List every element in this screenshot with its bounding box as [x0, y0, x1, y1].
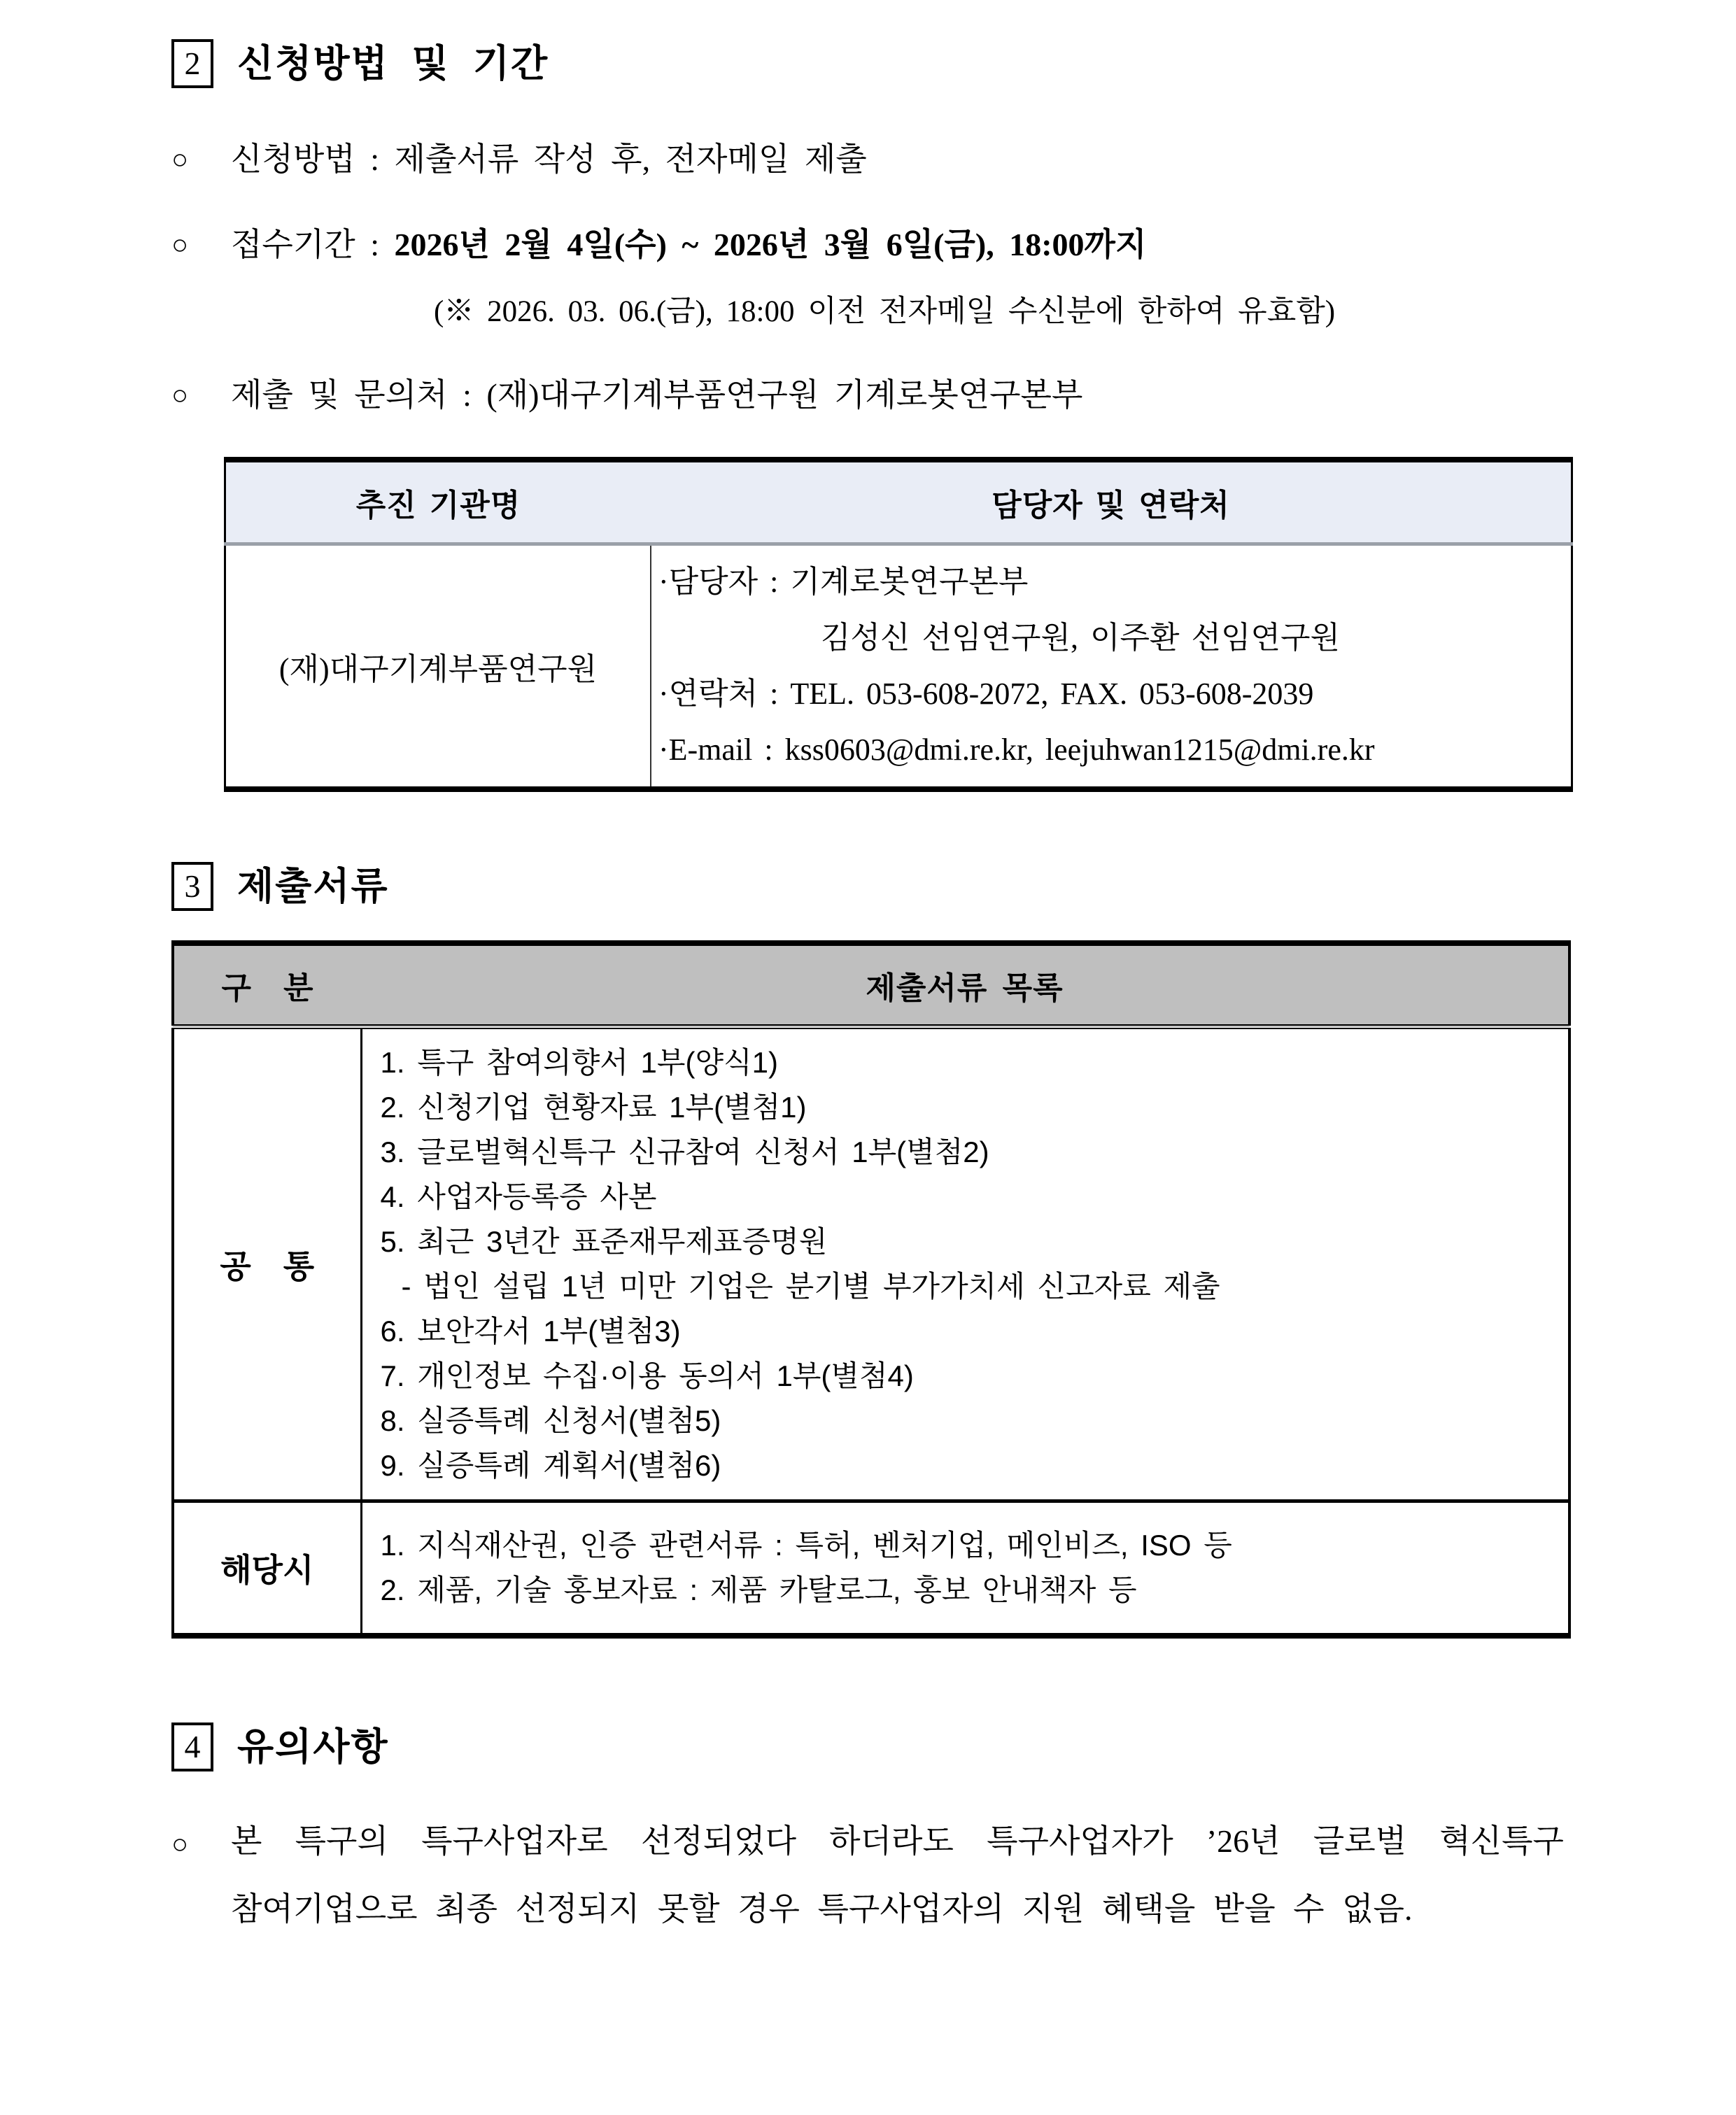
apply-period-label: 접수기간 :	[231, 226, 395, 262]
boxed-number-3-icon: 3	[171, 862, 213, 911]
docs-table-conditional-row	[173, 1501, 1569, 1636]
list-item: 1. 특구 참여의향서 1부(양식1)	[380, 1046, 778, 1080]
bullet-apply-period	[171, 224, 1579, 266]
notice-paragraph	[171, 1808, 1579, 1943]
apply-period-text	[231, 224, 1579, 266]
circle-bullet-icon: ○	[171, 1828, 189, 1860]
contact-details-cell	[651, 544, 1572, 790]
contact-table-header-org: 추진 기관명	[225, 460, 651, 544]
docs-table	[171, 940, 1571, 1639]
circle-bullet-icon: ○	[171, 228, 189, 260]
boxed-number-2-icon: 2	[171, 39, 213, 88]
submit-contact-text: 제출 및 문의처 : (재)대구기계부품연구원 기계로봇연구본부	[231, 377, 1083, 413]
section-notes-title: 유의사항	[237, 1726, 389, 1769]
docs-table-header-list: 제출서류 목록	[361, 943, 1569, 1027]
section-documents-heading	[171, 862, 1579, 911]
list-item: 2. 신청기업 현황자료 1부(별첨1)	[380, 1091, 807, 1124]
docs-conditional-list	[363, 1504, 1568, 1632]
circle-bullet-icon: ○	[171, 379, 189, 411]
list-subitem: - 법인 설립 1년 미만 기업은 분기별 부가가치세 신고자료 제출	[401, 1270, 1220, 1303]
bullet-submit-contact	[171, 374, 1579, 416]
docs-table-header-row	[173, 943, 1569, 1027]
contact-table-wrap	[224, 457, 1579, 792]
docs-conditional-items-cell	[361, 1501, 1569, 1636]
list-item: 1. 지식재산권, 인증 관련서류 : 특허, 벤처기업, 메인비즈, ISO 등	[380, 1529, 1232, 1562]
page-content	[171, 0, 1579, 1943]
list-item: 6. 보안각서 1부(별첨3)	[380, 1315, 681, 1348]
section-apply-heading	[171, 39, 1579, 88]
docs-common-list	[363, 1030, 1568, 1499]
list-item: 8. 실증특례 신청서(별첨5)	[380, 1404, 721, 1438]
contact-table	[224, 457, 1573, 792]
list-item: 5. 최근 3년간 표준재무제표증명원	[380, 1225, 828, 1259]
contact-table-header-person: 담당자 및 연락처	[651, 460, 1572, 544]
contact-table-header-row	[225, 460, 1572, 544]
boxed-number-4-icon: 4	[171, 1723, 213, 1771]
section-apply-title: 신청방법 및 기간	[237, 42, 549, 85]
notice-text: 본 특구의 특구사업자로 선정되었다 하더라도 특구사업자가 ’26년 글로벌 혁신특구 참여기업으로 최종 선정되지 못할 경우 특구사업자의 지원 혜택을 받을 수 없음.	[231, 1823, 1564, 1927]
docs-table-common-row	[173, 1027, 1569, 1501]
contact-org-cell: (재)대구기계부품연구원	[278, 652, 598, 687]
list-item: 3. 글로벌혁신특구 신규참여 신청서 1부(별첨2)	[380, 1136, 989, 1169]
circle-bullet-icon: ○	[171, 143, 189, 175]
bullet-apply-method	[171, 139, 1579, 181]
section-documents-title: 제출서류	[237, 865, 389, 908]
contact-table-body-row	[225, 544, 1572, 790]
apply-period-note: (※ 2026. 03. 06.(금), 18:00 이전 전자메일 수신분에 한하여 유효함)	[434, 295, 1336, 328]
contact-line-manager: ·담당자 : 기계로봇연구본부	[658, 565, 1029, 600]
apply-method-text: 신청방법 : 제출서류 작성 후, 전자메일 제출	[231, 141, 867, 177]
contact-line-phone: ·연락처 : TEL. 053-608-2072, FAX. 053-608-2039	[658, 677, 1314, 712]
docs-table-wrap	[171, 940, 1579, 1639]
list-item: 7. 개인정보 수집·이용 동의서 1부(별첨4)	[380, 1359, 914, 1393]
apply-period-value: 2026년 2월 4일(수) ~ 2026년 3월 6일(금), 18:00까지	[394, 226, 1147, 262]
contact-line-email: ·E-mail : kss0603@dmi.re.kr, leejuhwan1215@dmi.re.kr	[658, 733, 1375, 768]
list-item: 2. 제품, 기술 홍보자료 : 제품 카탈로그, 홍보 안내책자 등	[380, 1573, 1137, 1607]
list-item: 4. 사업자등록증 사본	[380, 1180, 657, 1214]
section-notes-heading	[171, 1723, 1579, 1771]
contact-line-researchers: 김성신 선임연구원, 이주환 선임연구원	[821, 621, 1341, 656]
docs-common-items-cell	[361, 1027, 1569, 1501]
docs-table-header-category: 구 분	[173, 943, 361, 1027]
list-item: 9. 실증특례 계획서(별첨6)	[380, 1449, 721, 1483]
docs-conditional-label: 해당시	[220, 1552, 314, 1589]
docs-common-label: 공 통	[173, 1027, 361, 1501]
